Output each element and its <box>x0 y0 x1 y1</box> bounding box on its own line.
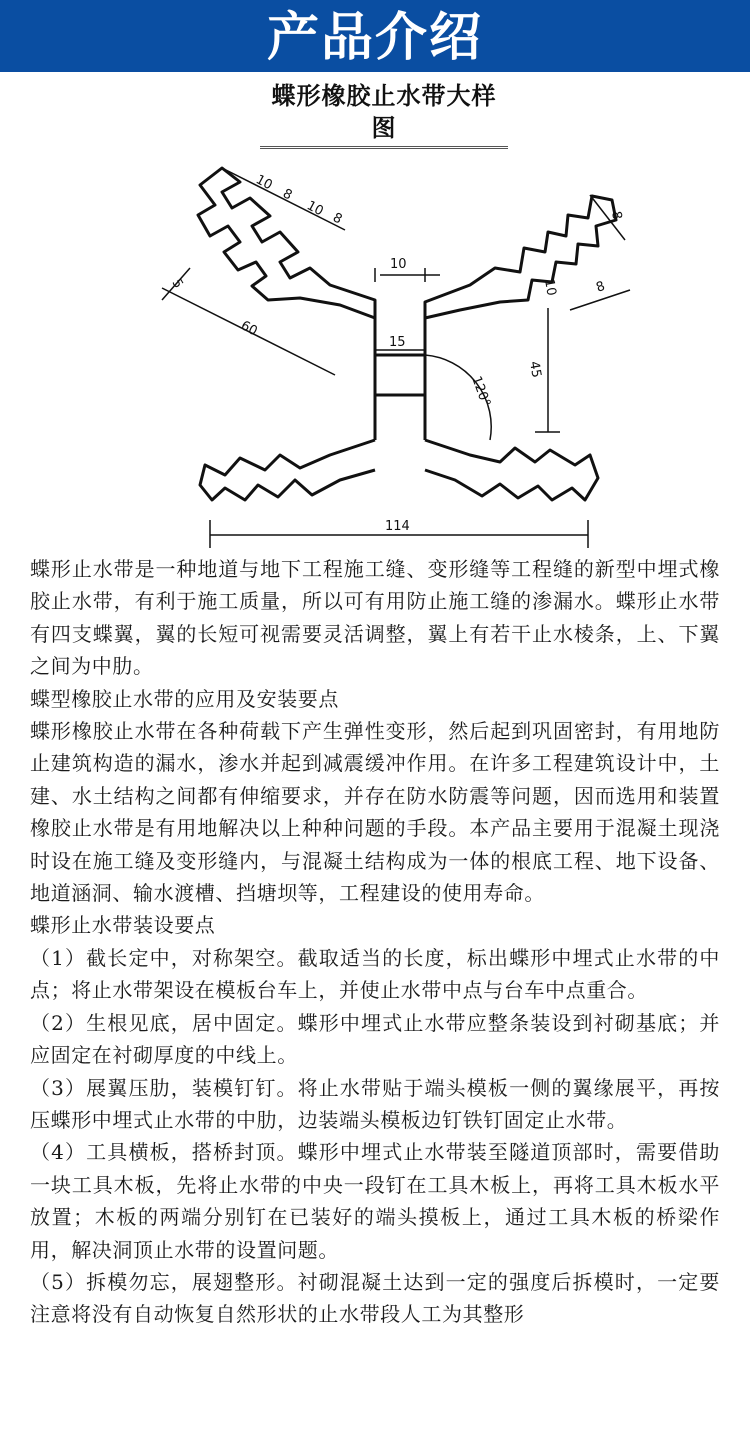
lower-right-wing-outline <box>425 440 598 500</box>
waterstop-diagram <box>0 130 750 550</box>
dim-8-top: 8 <box>280 186 295 204</box>
product-description <box>30 553 720 1331</box>
dim-10-right: 10 <box>541 278 559 297</box>
diagram-title: 蝶形橡胶止水带大样图 <box>260 80 508 149</box>
paragraph-application: 蝶形橡胶止水带在各种荷载下产生弹性变形，然后起到巩固密封，有用地防止建筑构造的漏水，渗水并起到减震缓冲作用。在许多工程建筑设计中，土建、水土结构之间都有伸缩要求，并存在防水防震等问题，因而选用和装置橡胶止水带是有用地解决以上种种问题的手段。本产品主要用于混凝土现浇时设在施工缝及变形缝内，与混凝土结构成为一体的根底工程、地下设备、地道涵洞、输水渡槽、挡塘坝等，工程建设的使用寿命。 <box>30 719 720 906</box>
upper-right-wing-outline <box>425 196 616 318</box>
step-1: （1）截长定中，对称架空。截取适当的长度，标出蝶形中埋式止水带的中点；将止水带架设在模板台车上，并使止水带中点与台车中点重合。 <box>30 945 720 1003</box>
paragraph-intro: 蝶形止水带是一种地道与地下工程施工缝、变形缝等工程缝的新型中埋式橡胶止水带，有利于施工质量，所以可有用防止施工缝的渗漏水。蝶形止水带有四支蝶翼，翼的长短可视需要灵活调整，翼上有若干止水棱条，上、下翼之间为中肋。 <box>30 557 720 679</box>
dim-10-top: 10 <box>253 172 275 194</box>
heading-application: 蝶型橡胶止水带的应用及安装要点 <box>30 686 339 711</box>
dim-8-top-b: 8 <box>330 210 345 228</box>
step-2: （2）生根见底，居中固定。蝶形中埋式止水带应整条装设到衬砌基底；并应固定在衬砌厚度的中线上。 <box>30 1010 720 1068</box>
dim-10-top-b: 10 <box>304 198 326 220</box>
heading-installation: 蝶形止水带装设要点 <box>30 913 216 938</box>
dim-120-angle: 120° <box>468 374 494 409</box>
lower-left-wing-outline <box>200 440 375 500</box>
dim-8-right-top: 8 <box>608 210 625 221</box>
dim-45: 45 <box>526 360 544 379</box>
step-4: （4）工具横板，搭桥封顶。蝶形中埋式止水带装至隧道顶部时，需要借助一块工具木板，先将止水带的中央一段钉在工具木板上，再将工具木板水平放置；木板的两端分别钉在已装好的端头摸板上，通过工具木板的桥梁作用，解决洞顶止水带的设置问题。 <box>30 1140 720 1262</box>
center-cell <box>375 355 425 395</box>
step-5: （5）拆模勿忘，展翅整形。衬砌混凝土达到一定的强度后拆模时，一定要注意将没有自动恢复自然形状的止水带段人工为其整形 <box>30 1269 720 1327</box>
dim-15: 15 <box>389 335 406 350</box>
dim-8-right-mid: 8 <box>594 278 608 296</box>
dim-60: 60 <box>238 318 260 340</box>
dim-114: 114 <box>385 519 410 534</box>
step-3: （3）展翼压肋，装模钉钉。将止水带贴于端头模板一侧的翼缘展平，再按压蝶形中埋式止水带的中肋，边装端头模板边钉铁钉固定止水带。 <box>30 1075 720 1132</box>
dim-5: 5 <box>168 276 186 292</box>
page-title: 产品介绍 <box>266 7 483 68</box>
dim-10-center: 10 <box>390 257 407 272</box>
